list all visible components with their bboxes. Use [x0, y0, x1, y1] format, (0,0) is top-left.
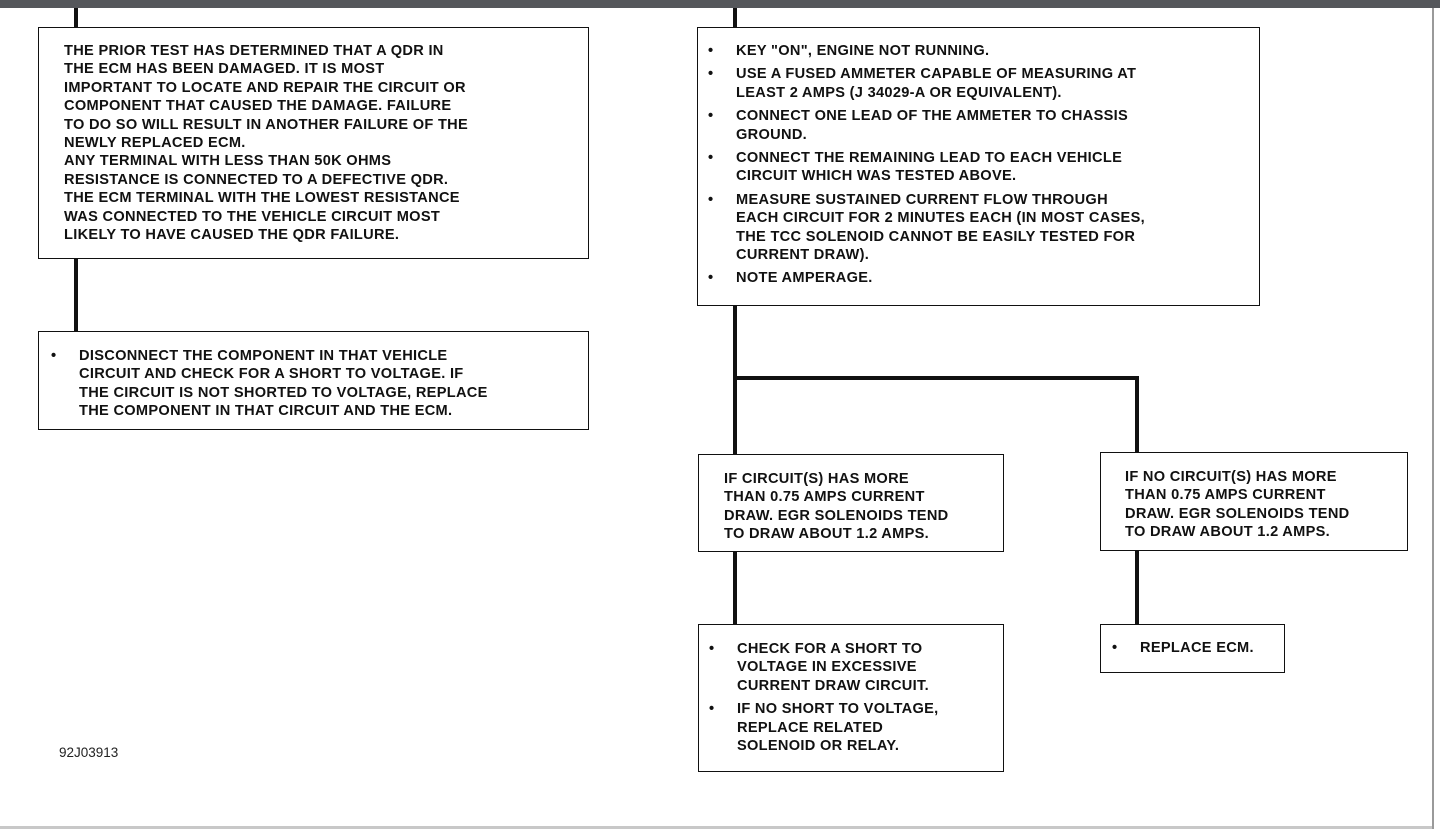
item-text: CONNECT ONE LEAD OF THE AMMETER TO CHASSIS GROUND. — [736, 108, 1129, 143]
check-short-box — [698, 624, 1004, 772]
more-than-threshold-text: IF CIRCUIT(S) HAS MORE THAN 0.75 AMPS CURRENT DRAW. EGR SOLENOIDS TEND TO DRAW ABOUT 1.2 AMPS. — [724, 471, 949, 543]
prior-test-text: THE PRIOR TEST HAS DETERMINED THAT A QDR IN THE ECM HAS BEEN DAMAGED. IT IS MOST IMPORTANT TO LOCATE AND REPAIR THE CIRCUIT OR COMPONENT THAT CAUSED THE DAMAGE. FAILURE TO DO SO WILL RESULT IN ANOTHER FAILURE OF THE NEWLY REPLACED ECM. ANY TERMINAL WITH LESS THAN 50K OHMS RESISTANCE IS CONNECTED TO A DEFECTIVE QDR. THE ECM TERMINAL WITH THE LOWEST RESISTANCE WAS CONNECTED TO THE VEHICLE CIRCUIT MOST LIKELY TO HAVE CAUSED THE QDR FAILURE. — [64, 43, 469, 244]
item-text: DISCONNECT THE COMPONENT IN THAT VEHICLE CIRCUIT AND CHECK FOR A SHORT TO VOLTAGE. IF THE CIRCUIT IS NOT SHORTED TO VOLTAGE, REPLACE THE COMPONENT IN THAT CIRCUIT AND THE ECM. — [79, 348, 488, 420]
item-text: KEY "ON", ENGINE NOT RUNNING. — [736, 43, 990, 59]
item-text: CONNECT THE REMAINING LEAD TO EACH VEHICLE CIRCUIT WHICH WAS TESTED ABOVE. — [736, 150, 1123, 185]
bullet-icon: • — [51, 348, 57, 364]
item-text: MEASURE SUSTAINED CURRENT FLOW THROUGH EACH CIRCUIT FOR 2 MINUTES EACH (IN MOST CASES, THE TCC SOLENOID CANNOT BE EASILY TESTED FOR CURRENT DRAW). — [736, 191, 1145, 264]
list-item — [700, 700, 1003, 755]
bullet-icon: • — [708, 150, 714, 167]
bullet-icon: • — [708, 270, 714, 287]
list-item — [699, 65, 1259, 102]
bullet-icon: • — [708, 43, 714, 59]
list-item — [699, 269, 1259, 287]
list-item — [42, 347, 588, 421]
list-item — [1103, 639, 1284, 657]
item-text: NOTE AMPERAGE. — [736, 270, 873, 287]
no-circuit-threshold-box — [1100, 452, 1408, 551]
bullet-icon: • — [709, 641, 715, 657]
ammeter-test-box — [697, 27, 1260, 306]
item-text: REPLACE ECM. — [1140, 640, 1254, 656]
item-text: CHECK FOR A SHORT TO VOLTAGE IN EXCESSIVE CURRENT DRAW CIRCUIT. — [737, 641, 929, 694]
bullet-icon: • — [709, 701, 715, 718]
figure-id: 92J03913 — [59, 745, 119, 760]
item-text: USE A FUSED AMMETER CAPABLE OF MEASURING AT LEAST 2 AMPS (J 34029-A OR EQUIVALENT). — [736, 66, 1137, 101]
bullet-icon: • — [708, 191, 714, 208]
list-item — [699, 107, 1259, 144]
bullet-icon: • — [708, 108, 714, 125]
disconnect-component-box — [38, 331, 589, 430]
more-than-threshold-box — [698, 454, 1004, 552]
prior-test-box — [38, 27, 589, 259]
bullet-icon: • — [1112, 640, 1118, 656]
no-circuit-threshold-text: IF NO CIRCUIT(S) HAS MORE THAN 0.75 AMPS CURRENT DRAW. EGR SOLENOIDS TEND TO DRAW ABOUT 1.2 AMPS. — [1125, 469, 1350, 541]
item-text: IF NO SHORT TO VOLTAGE, REPLACE RELATED SOLENOID OR RELAY. — [737, 701, 939, 755]
bullet-icon: • — [708, 66, 714, 83]
list-item — [699, 149, 1259, 186]
list-item — [700, 640, 1003, 695]
list-item — [699, 191, 1259, 265]
list-item — [699, 42, 1259, 60]
replace-ecm-box — [1100, 624, 1285, 673]
